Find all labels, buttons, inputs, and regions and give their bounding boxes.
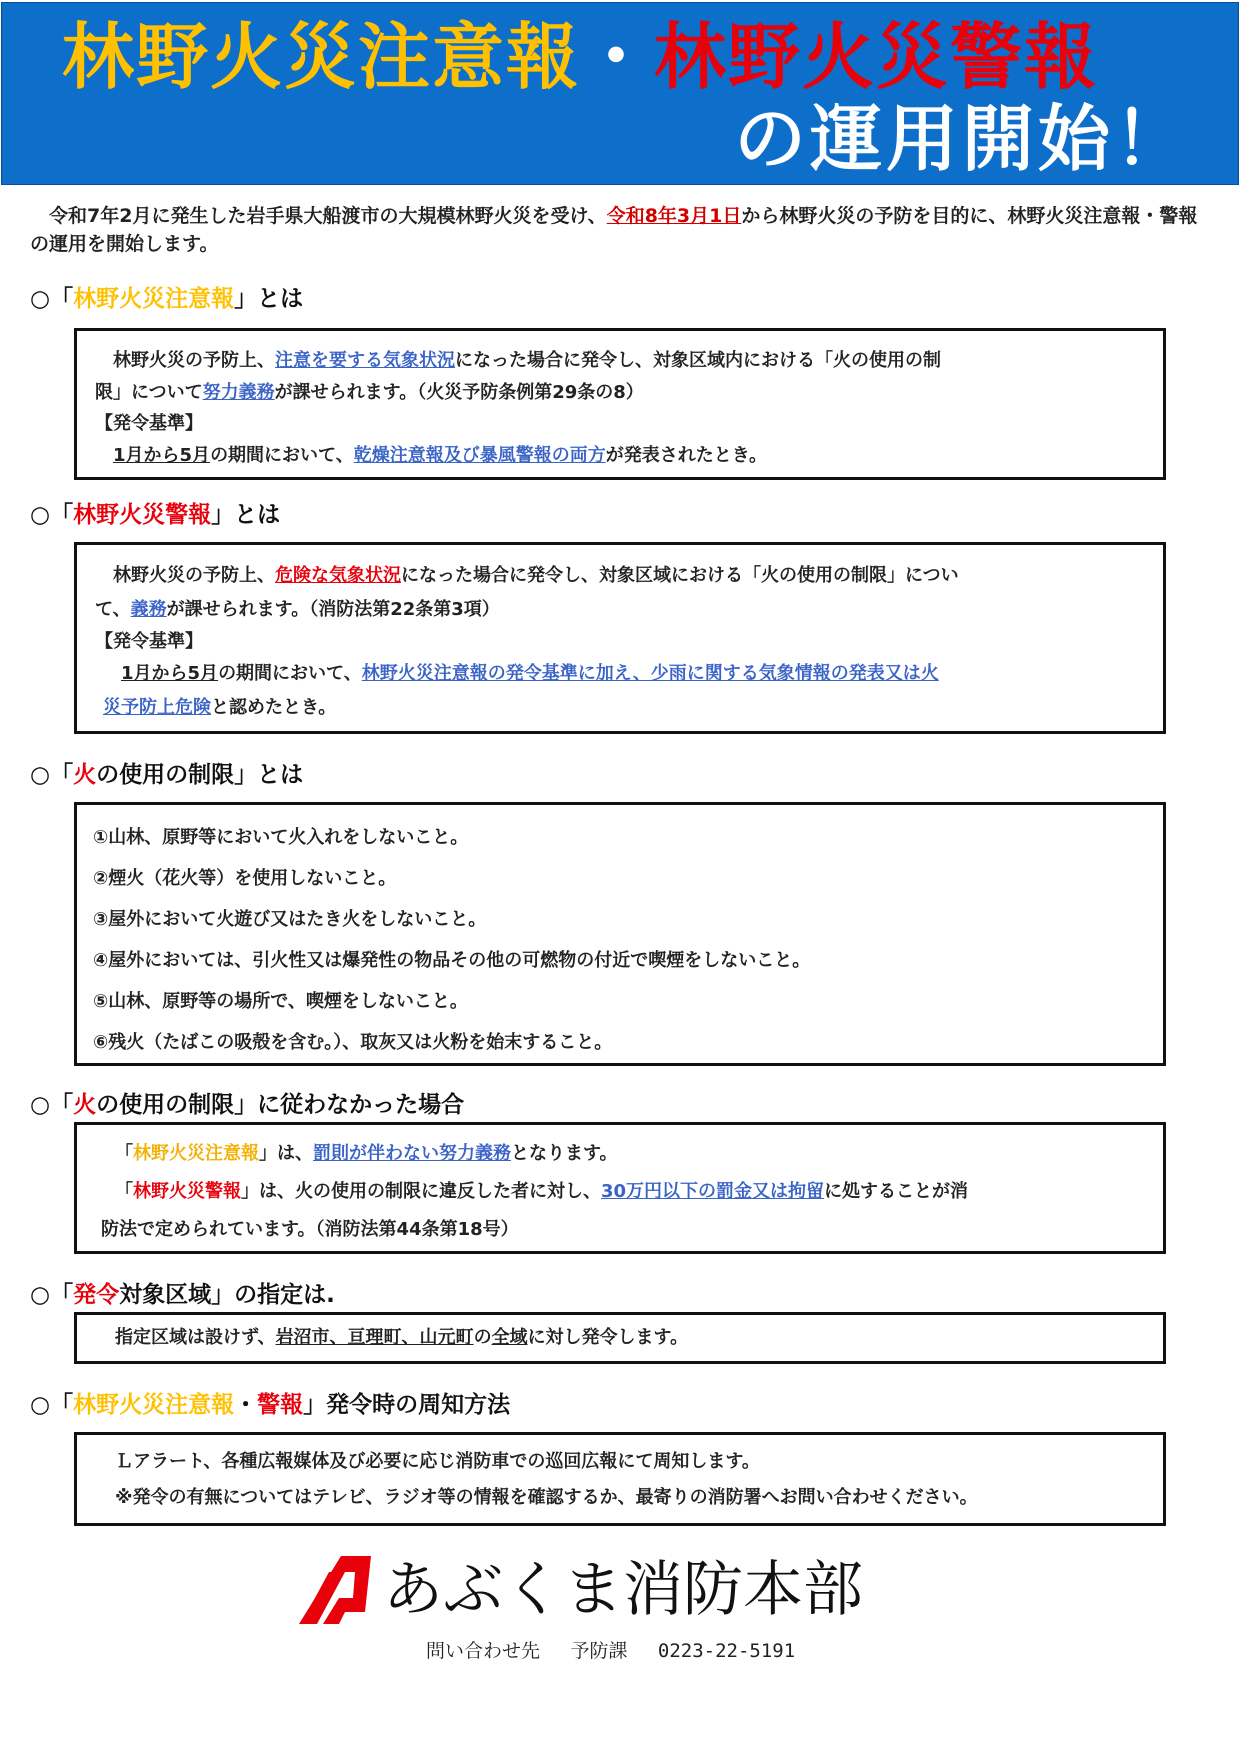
- org-logo: [295, 1550, 863, 1630]
- heading-prefix: ○「: [30, 286, 74, 312]
- warning-criteria-2: [95, 691, 1163, 725]
- text: 」は、火の使用の制限に違反した者に対し、: [241, 1181, 601, 1202]
- warning-criteria-label: 【発令基準】: [95, 631, 203, 652]
- heading-caution: [30, 280, 303, 313]
- penalty-line3: 防法で定められています。（消防法第44条第18号）: [101, 1219, 519, 1240]
- highlight: 林野火災注意報の発令基準に加え、少雨に関する気象情報の発表又は火: [361, 663, 939, 684]
- text: て、: [95, 599, 131, 620]
- highlight: 義務: [130, 599, 167, 620]
- title-caution: 林野火災注意報: [62, 15, 581, 99]
- heading-warning: [30, 496, 280, 529]
- heading-suffix: 対象区域」の指定は.: [119, 1282, 335, 1308]
- list-item: ⑥残火（たばこの吸殻を含む。）、取灰又は火粉を始末すること。: [93, 1032, 613, 1053]
- penalty-line1: [101, 1135, 1163, 1173]
- heading-prefix: ○「: [30, 1282, 74, 1308]
- area-scope: 全域: [491, 1327, 528, 1348]
- text: が課せられます。（消防法第22条第3項）: [166, 599, 500, 620]
- text: と認めたとき。: [211, 697, 337, 718]
- warning-line1: [95, 559, 1163, 593]
- heading-prefix: ○「: [30, 502, 74, 528]
- intro-paragraph: [30, 202, 1215, 258]
- title-separator: ・: [580, 15, 655, 99]
- caution-line2: [95, 377, 1163, 409]
- text: 指定区域は設けず、: [115, 1327, 276, 1348]
- notice-line2: ※発令の有無についてはテレビ、ラジオ等の情報を確認するか、最寄りの消防署へお問い合わせください。: [115, 1487, 978, 1508]
- logo-mark-icon: [295, 1554, 373, 1626]
- list-item: ③屋外において火遊び又はたき火をしないこと。: [93, 909, 487, 930]
- text: が課せられます。（火災予防条例第29条の8）: [274, 382, 644, 403]
- text: になった場合に発令し、対象区域における「火の使用の制限」につい: [401, 565, 959, 586]
- text: に処することが消: [824, 1181, 969, 1202]
- heading-prefix: ○「: [30, 762, 74, 788]
- highlight: 危険な気象状況: [275, 565, 401, 586]
- title-warning: 林野火災警報: [654, 15, 1099, 99]
- list-item: ②煙火（花火等）を使用しないこと。: [93, 868, 397, 889]
- text: 林野火災の予防上、: [95, 565, 275, 586]
- contact-info: 問い合わせ先 予防課 0223-22-5191: [426, 1640, 796, 1662]
- penalty-line2: [101, 1173, 1163, 1211]
- heading-penalty: [30, 1086, 464, 1119]
- text: の: [473, 1327, 492, 1348]
- text: 限」について: [95, 382, 203, 403]
- heading-suffix: の使用の制限」とは: [96, 762, 304, 788]
- heading-suffix: 」とは: [234, 286, 304, 312]
- heading-term: 火: [73, 1092, 97, 1118]
- text: 1月から5月: [121, 663, 219, 684]
- heading-term: 林野火災注意報: [73, 1392, 235, 1418]
- banner-title-line2: の運用開始！: [733, 97, 1190, 181]
- text: になった場合に発令し、対象区域内における「火の使用の制: [455, 350, 941, 371]
- intro-text-rest: から林野火災の予防を目的に、林野火災注意報・警報の運用を開始します。: [30, 205, 1198, 255]
- heading-notice: [30, 1386, 510, 1419]
- start-date: 令和8年3月1日: [606, 205, 742, 227]
- org-name: あぶくま消防本部: [383, 1555, 863, 1625]
- text: に対し発令します。: [527, 1327, 689, 1348]
- text: が発表されたとき。: [605, 445, 767, 466]
- caution-criteria-label: 【発令基準】: [95, 413, 203, 434]
- caution-line1: [95, 345, 1163, 377]
- list-item: ⑤山林、原野等の場所で、喫煙をしないこと。: [93, 991, 468, 1012]
- highlight: 30万円以下の罰金又は拘留: [601, 1181, 825, 1202]
- box-notice: [74, 1432, 1166, 1526]
- box-restrictions: [74, 802, 1166, 1066]
- list-item: ④屋外においては、引火性又は爆発性の物品その他の可燃物の付近で喫煙をしないこと。: [93, 950, 811, 971]
- warning-criteria-1: [95, 657, 1163, 691]
- text: の期間において、: [218, 663, 362, 684]
- heading-separator: ・: [234, 1392, 258, 1418]
- highlight: 罰則が伴わない努力義務: [313, 1143, 511, 1164]
- term: 林野火災注意報: [133, 1143, 259, 1164]
- heading-term: 林野火災注意報: [73, 286, 235, 312]
- text: となります。: [511, 1143, 618, 1164]
- highlight: 災予防上危険: [103, 697, 211, 718]
- heading-term: 火: [73, 762, 97, 788]
- text: 林野火災の予防上、: [95, 350, 275, 371]
- highlight: 注意を要する気象状況: [275, 350, 455, 371]
- caution-criteria: [95, 439, 1163, 473]
- area-names: 岩沼市、亘理町、山元町: [275, 1327, 474, 1348]
- box-warning: [74, 542, 1166, 734]
- highlight: 努力義務: [202, 382, 275, 403]
- term: 林野火災警報: [133, 1181, 241, 1202]
- title-banner: [1, 2, 1239, 185]
- notice-line1: Ｌアラート、各種広報媒体及び必要に応じ消防車での巡回広報にて周知します。: [115, 1451, 760, 1472]
- box-area: [74, 1312, 1166, 1364]
- text: 1月から5月: [113, 445, 211, 466]
- heading-suffix: の使用の制限」に従わなかった場合: [96, 1092, 465, 1118]
- heading-area: [30, 1276, 335, 1309]
- heading-suffix: 」発令時の周知方法: [303, 1392, 511, 1418]
- heading-prefix: ○「: [30, 1092, 74, 1118]
- intro-text: 令和7年2月に発生した岩手県大船渡市の大規模林野火災を受け、: [30, 205, 607, 227]
- highlight: 乾燥注意報及び暴風警報の両方: [353, 445, 606, 466]
- heading-term: 林野火災警報: [73, 502, 212, 528]
- banner-title-line1: [62, 15, 1099, 99]
- text: 「: [115, 1181, 133, 1202]
- area-text: [115, 1315, 1163, 1361]
- box-caution: [74, 328, 1166, 480]
- heading-prefix: ○「: [30, 1392, 74, 1418]
- heading-suffix: 」とは: [211, 502, 281, 528]
- list-item: ①山林、原野等において火入れをしないこと。: [93, 827, 469, 848]
- heading-term: 発令: [73, 1282, 120, 1308]
- box-penalty: [74, 1122, 1166, 1254]
- heading-term: 警報: [257, 1392, 304, 1418]
- heading-restrictions: [30, 756, 303, 789]
- text: 」は、: [259, 1143, 313, 1164]
- warning-line2: [95, 593, 1163, 627]
- text: 「: [115, 1143, 133, 1164]
- text: の期間において、: [210, 445, 354, 466]
